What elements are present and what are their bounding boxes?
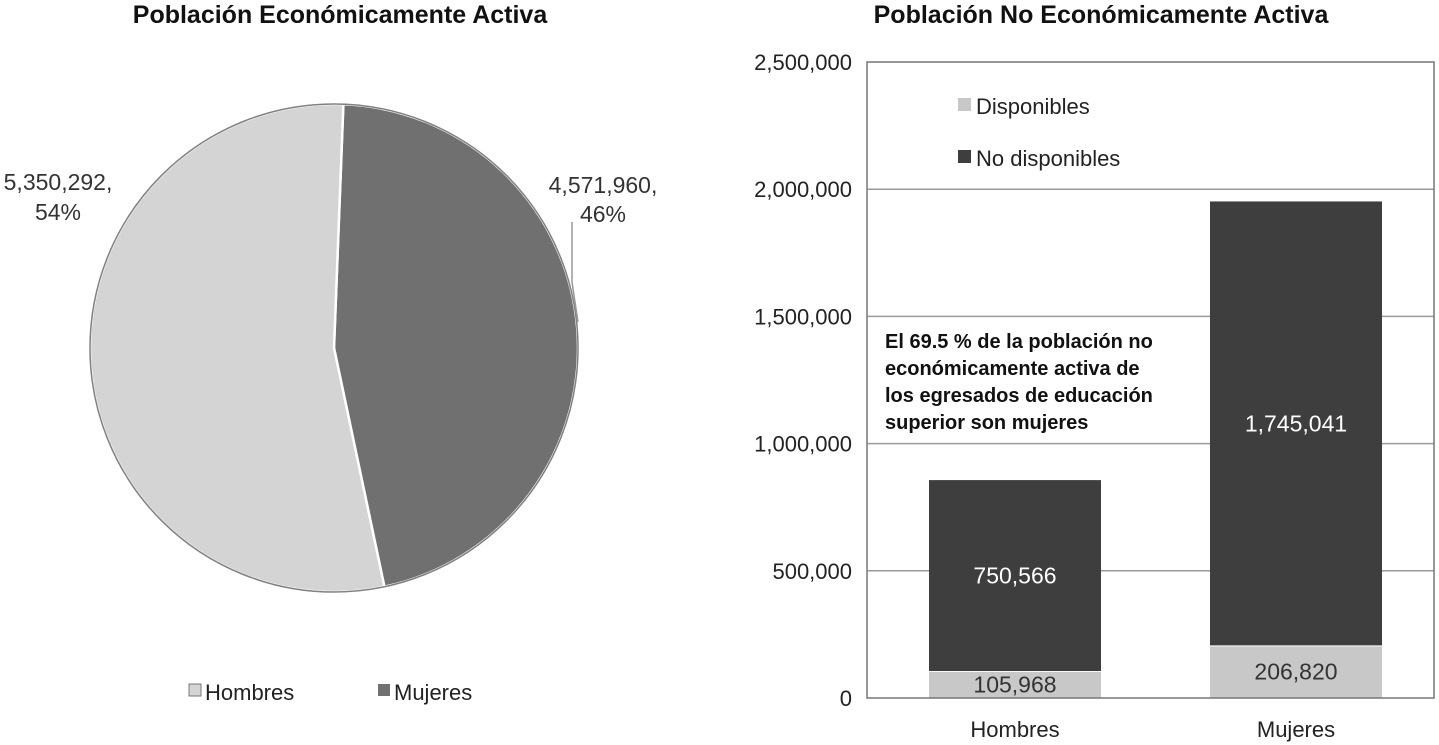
annotation-line-1: El 69.5 % de la población no — [885, 331, 1153, 353]
annotation-line-2: económicamente activa de — [885, 358, 1140, 380]
bar-chart-title: Población No Económicamente Activa — [873, 1, 1329, 29]
legend-label-mujeres: Mujeres — [394, 680, 473, 705]
pie-label-hombres-pct: 54% — [34, 199, 82, 225]
data-label-hombres-disponibles: 105,968 — [973, 671, 1057, 698]
data-label-mujeres-no-disponibles: 1,745,041 — [1244, 410, 1348, 437]
y-tick-label: 1,500,000 — [754, 304, 852, 330]
x-tick-mujeres: Mujeres — [1256, 717, 1336, 742]
pie-slice-mujeres — [334, 104, 578, 587]
legend-label-hombres: Hombres — [205, 680, 295, 705]
pie-label-mujeres-pct: 46% — [579, 201, 627, 227]
y-tick-label: 1,000,000 — [754, 431, 852, 457]
pie-chart — [4, 1, 658, 705]
y-tick-label: 500,000 — [772, 558, 852, 584]
bar-legend — [958, 94, 1120, 171]
pie-label-mujeres-value: 4,571,960, — [548, 172, 658, 198]
legend-label-no-disponibles: No disponibles — [976, 146, 1121, 171]
data-label-mujeres-disponibles: 206,820 — [1254, 658, 1338, 685]
legend-label-disponibles: Disponibles — [976, 94, 1090, 119]
bar-annotation — [885, 331, 1153, 434]
pie-label-hombres-value: 5,350,292, — [3, 169, 113, 195]
pie-slices — [90, 104, 578, 592]
legend-swatch-hombres — [189, 684, 201, 696]
legend-swatch-disponibles — [958, 98, 971, 111]
annotation-line-3: los egresados de educación — [885, 385, 1153, 407]
pie-chart-title: Población Económicamente Activa — [132, 1, 548, 29]
bar-chart — [754, 1, 1434, 742]
y-tick-label: 2,500,000 — [754, 50, 852, 75]
bar-marks — [929, 201, 1382, 698]
data-label-hombres-no-disponibles: 750,566 — [973, 562, 1057, 589]
y-tick-label: 0 — [839, 686, 852, 711]
bar-y-axis — [754, 50, 852, 711]
legend-swatch-no-disponibles — [958, 150, 971, 163]
legend-swatch-mujeres — [378, 684, 390, 696]
y-tick-label: 2,000,000 — [754, 177, 852, 203]
annotation-line-4: superior son mujeres — [885, 412, 1089, 434]
pie-legend — [189, 680, 472, 705]
x-tick-hombres: Hombres — [970, 717, 1060, 742]
